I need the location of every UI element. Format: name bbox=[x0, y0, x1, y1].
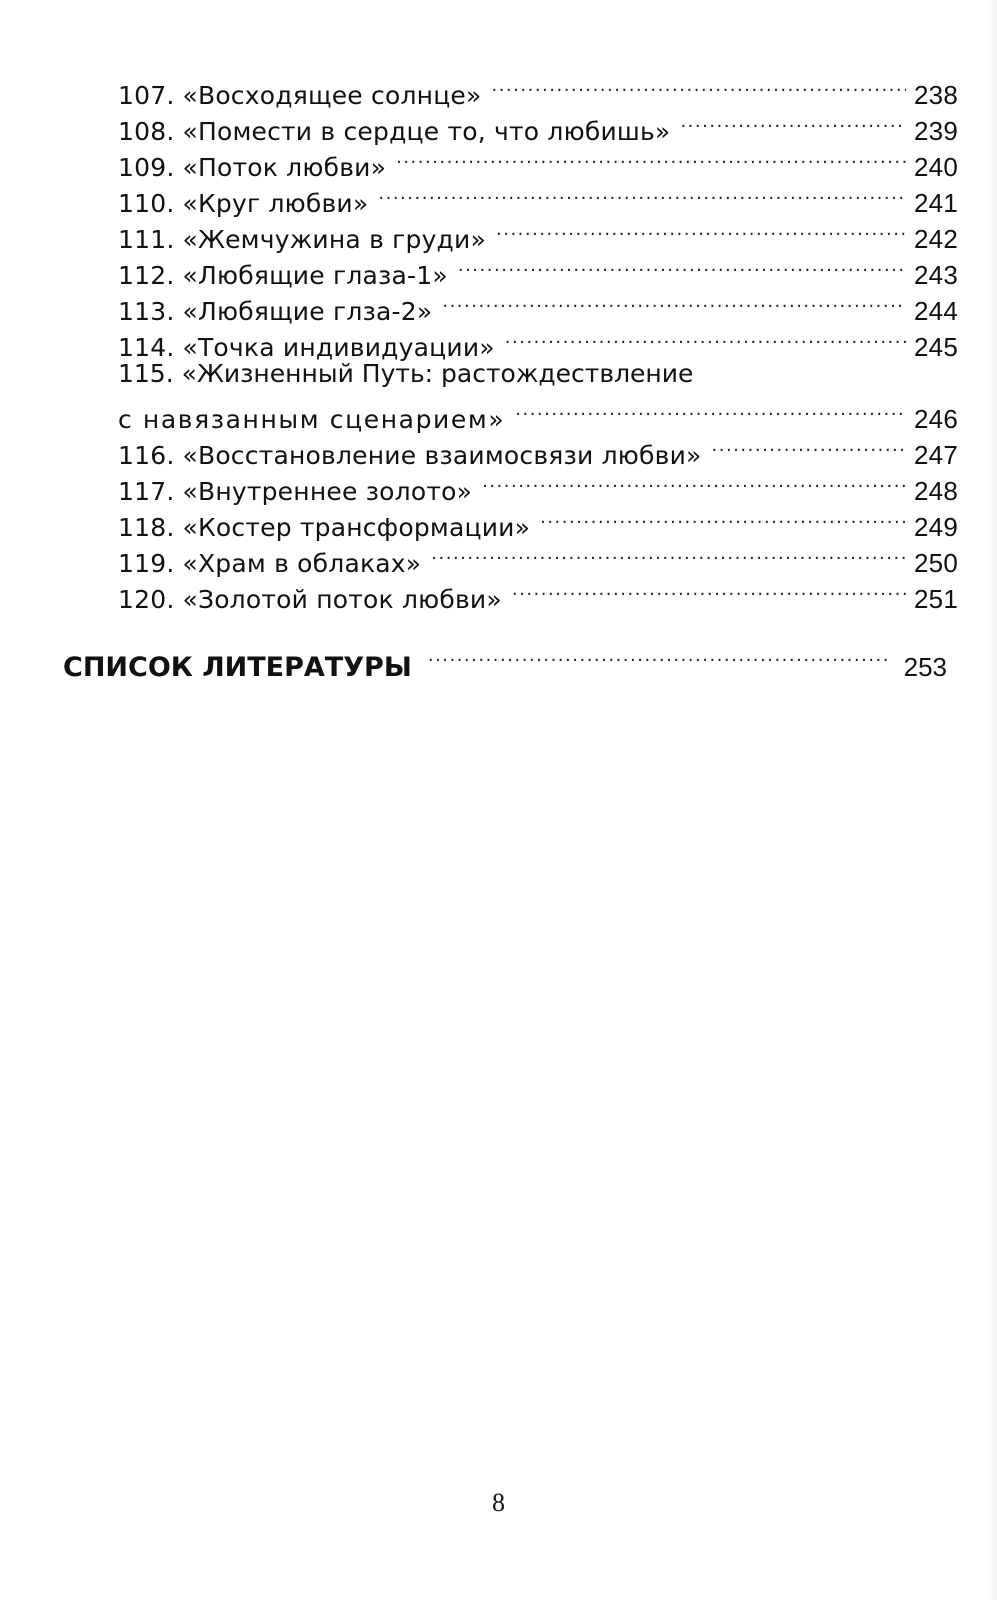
toc-entry-title: 118. «Костер трансформации» bbox=[118, 513, 531, 542]
toc-entry-title: 109. «Поток любви» bbox=[118, 153, 387, 182]
toc-entry-title-line1: 115. «Жизненный Путь: растождествление bbox=[118, 359, 694, 388]
toc-entry-title: 110. «Круг любви» bbox=[118, 189, 369, 218]
dot-leader bbox=[512, 572, 906, 608]
bibliography-title: СПИСОК ЛИТЕРАТУРЫ bbox=[63, 652, 412, 683]
toc-page-number: 238 bbox=[914, 80, 958, 110]
toc-entry-title: 119. «Храм в облаках» bbox=[118, 549, 422, 578]
toc-entry-115-line2 bbox=[118, 392, 958, 434]
dot-leader bbox=[482, 464, 906, 500]
toc-page-number: 245 bbox=[914, 332, 958, 362]
toc-page-number: 243 bbox=[914, 260, 958, 290]
dot-leader bbox=[431, 536, 906, 572]
toc-page-number: 247 bbox=[914, 440, 958, 470]
scan-edge-shadow bbox=[987, 0, 997, 1600]
dot-leader bbox=[515, 392, 906, 428]
toc-entry-title: 107. «Восходящее солнце» bbox=[118, 81, 482, 110]
toc-entry-title: 117. «Внутреннее золото» bbox=[118, 477, 473, 506]
toc-page-number: 239 bbox=[914, 116, 958, 146]
toc-entry-107[interactable] bbox=[118, 68, 958, 110]
toc-entry-title: 116. «Восстановление взаимосвязи любви» bbox=[118, 441, 702, 470]
dot-leader bbox=[458, 248, 906, 284]
toc-page-number: 248 bbox=[914, 476, 958, 506]
toc-entry-title-line2: с навязанным сценарием» bbox=[118, 405, 506, 434]
toc-page-number: 240 bbox=[914, 152, 958, 182]
toc-page-number: 249 bbox=[914, 512, 958, 542]
dot-leader bbox=[505, 320, 906, 356]
toc-entry-115[interactable] bbox=[118, 356, 958, 434]
dot-leader bbox=[428, 636, 887, 676]
dot-leader bbox=[378, 176, 906, 212]
toc-page-number: 242 bbox=[914, 224, 958, 254]
toc-entry-title: 108. «Помести в сердце то, что любишь» bbox=[118, 117, 671, 146]
page-folio-number: 8 bbox=[492, 1488, 505, 1517]
dot-leader bbox=[396, 140, 906, 176]
toc-entry-title: 113. «Любящие глза-2» bbox=[118, 297, 433, 326]
toc-entry-bibliography[interactable] bbox=[63, 636, 947, 683]
toc-page-number: 250 bbox=[914, 548, 958, 578]
dot-leader bbox=[491, 68, 906, 104]
table-of-contents bbox=[118, 68, 958, 614]
bibliography-page-number: 253 bbox=[903, 652, 947, 682]
dot-leader bbox=[540, 500, 906, 536]
dot-leader bbox=[712, 428, 906, 464]
toc-page-number: 251 bbox=[914, 584, 958, 614]
toc-entry-title: 114. «Точка индивидуации» bbox=[118, 333, 495, 362]
dot-leader bbox=[442, 284, 906, 320]
toc-entry-title: 112. «Любящие глаза-1» bbox=[118, 261, 448, 290]
toc-page-number: 246 bbox=[914, 404, 958, 434]
toc-page-number: 241 bbox=[914, 188, 958, 218]
dot-leader bbox=[496, 212, 906, 248]
toc-entry-title: 111. «Жемчужина в груди» bbox=[118, 225, 486, 254]
toc-entry-title: 120. «Золотой поток любви» bbox=[118, 585, 502, 614]
dot-leader bbox=[680, 104, 906, 140]
toc-page-number: 244 bbox=[914, 296, 958, 326]
